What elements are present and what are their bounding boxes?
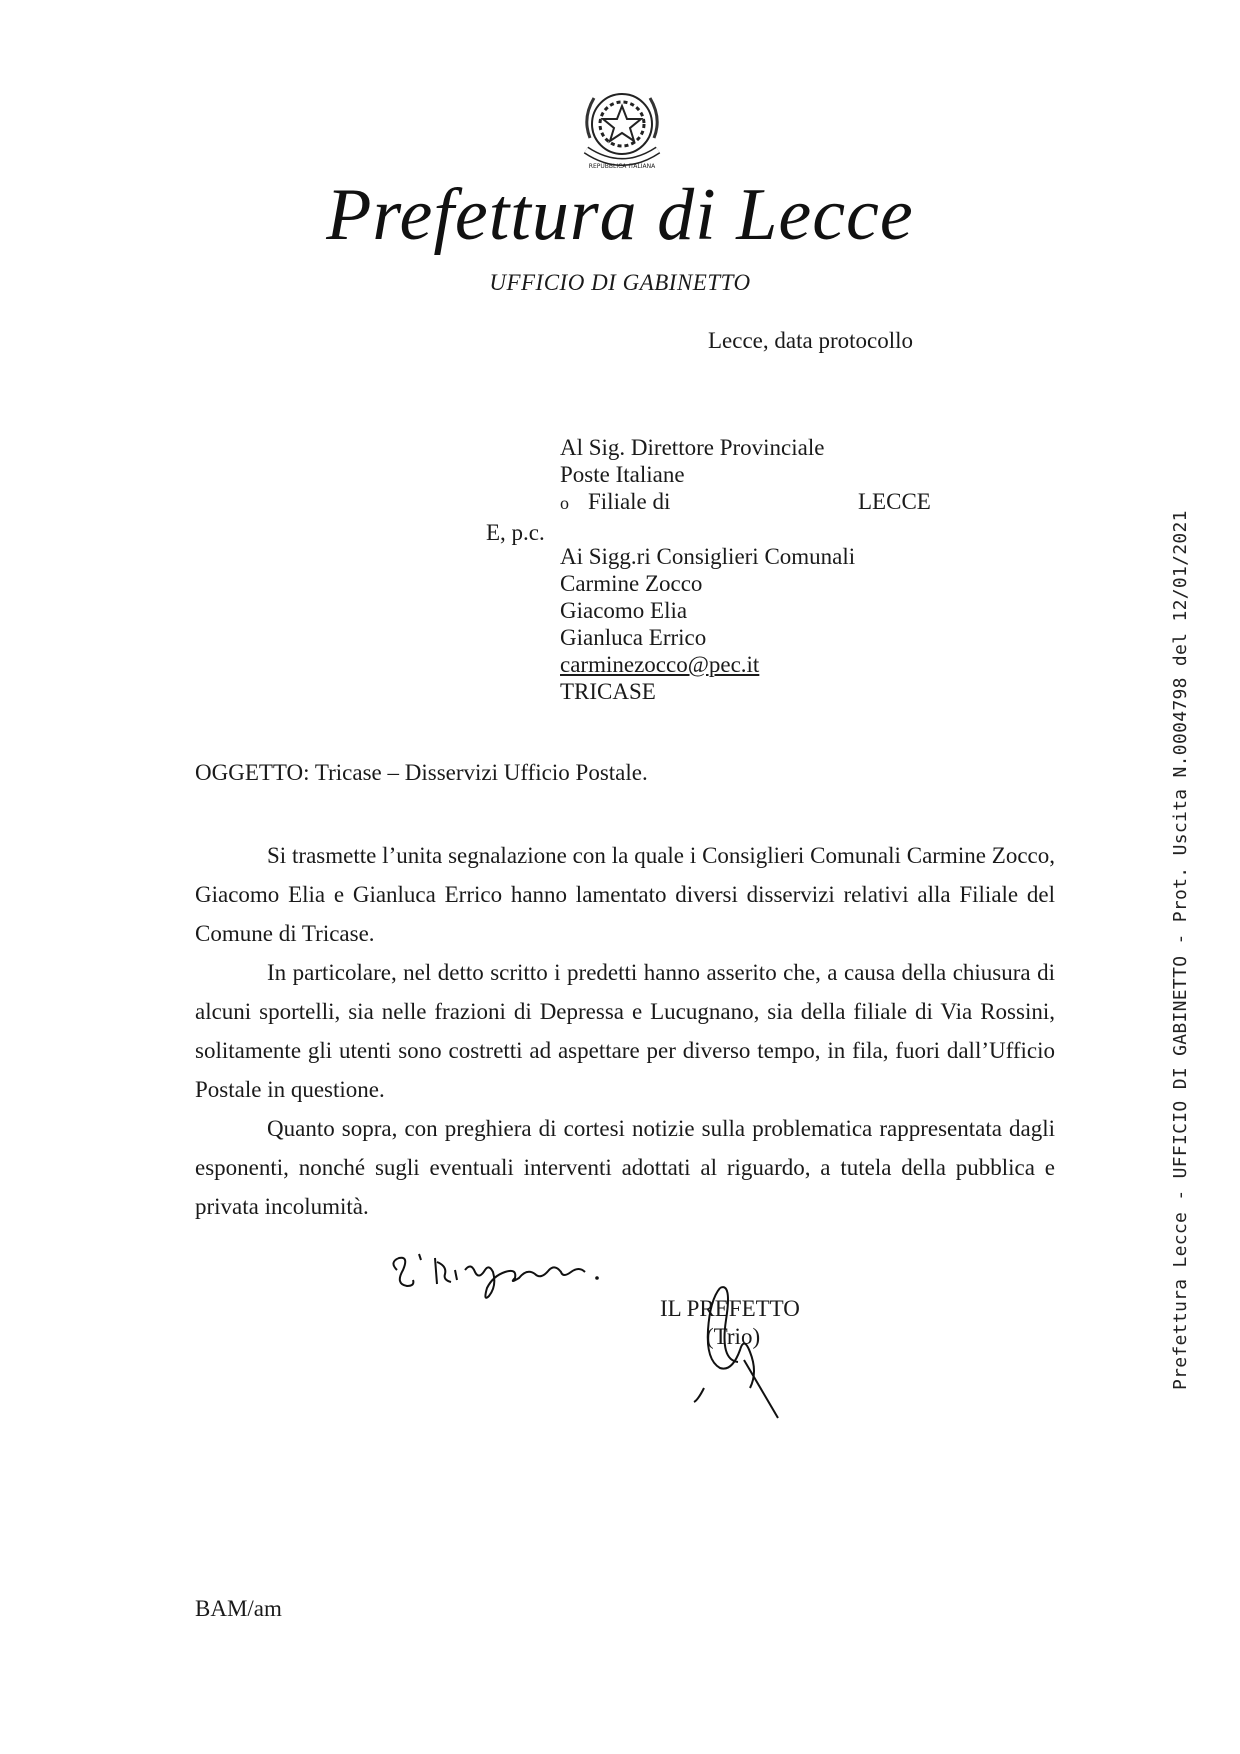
cc-city: TRICASE [560,679,656,704]
emblem-ribbon-text: REPUBBLICA ITALIANA [588,163,656,170]
recipient-branch-label: Filiale di [588,489,671,514]
place-date: Lecce, data protocollo [708,328,913,353]
letter-body [195,836,1055,1226]
cc-name-1: Carmine Zocco [560,571,703,596]
body-paragraph-3: Quanto sopra, con preghiera di cortesi notizie sulla problematica rappresentata dagli esponenti, nonché sugli eventuali interventi adottati al riguardo, a tutela della pubblica e privata incolumità. [195,1116,1055,1219]
handwritten-signature [680,1280,800,1420]
bullet-icon: o [560,493,569,513]
signatory-title: IL PREFETTO [660,1296,800,1321]
recipient-line-1: Al Sig. Direttore Provinciale [560,435,825,460]
cc-email-link[interactable]: carminezocco@pec.it [560,652,760,677]
epc-label: E, p.c. [486,520,545,545]
signatory-name: (Trio) [706,1324,761,1349]
letterhead-title: Prefettura di Lecce [326,174,914,256]
italian-republic-emblem-icon [572,78,672,178]
recipient-line-3 [560,488,931,517]
cc-name-3: Gianluca Errico [560,625,707,650]
cc-name-2: Giacomo Elia [560,598,688,623]
cc-recipient-list [560,543,855,705]
body-paragraph-1: Si trasmette l’unita segnalazione con la quale i Consiglieri Comunali Carmine Zocco, Giacomo Elia e Gianluca Errico hanno lamentato diversi disservizi relativi alla Filiale del Comune di Tricase. [195,843,1055,946]
subject-line: OGGETTO: Tricase – Disservizi Ufficio Postale. [195,760,648,785]
body-paragraph-2: In particolare, nel detto scritto i predetti hanno asserito che, a causa della chiusura di alcuni sportelli, sia nelle frazioni di Depressa e Lucugnano, sia della filiale di Via Rossini, solitamente gli utenti sono costretti ad aspettare per diverso tempo, in fila, fuori dall’Ufficio Postale in questione. [195,960,1055,1102]
drafter-initials: BAM/am [195,1596,282,1621]
cc-line-1: Ai Sigg.ri Consiglieri Comunali [560,544,856,569]
letterhead-subtitle: UFFICIO DI GABINETTO [489,270,751,295]
recipient-line-2: Poste Italiane [560,462,685,487]
handwritten-closing [385,1240,615,1310]
protocol-stamp: Prefettura Lecce - UFFICIO DI GABINETTO - Prot. Uscita N.0004798 del 12/01/2021 [1170,510,1191,1390]
recipient-city: LECCE [858,489,931,514]
